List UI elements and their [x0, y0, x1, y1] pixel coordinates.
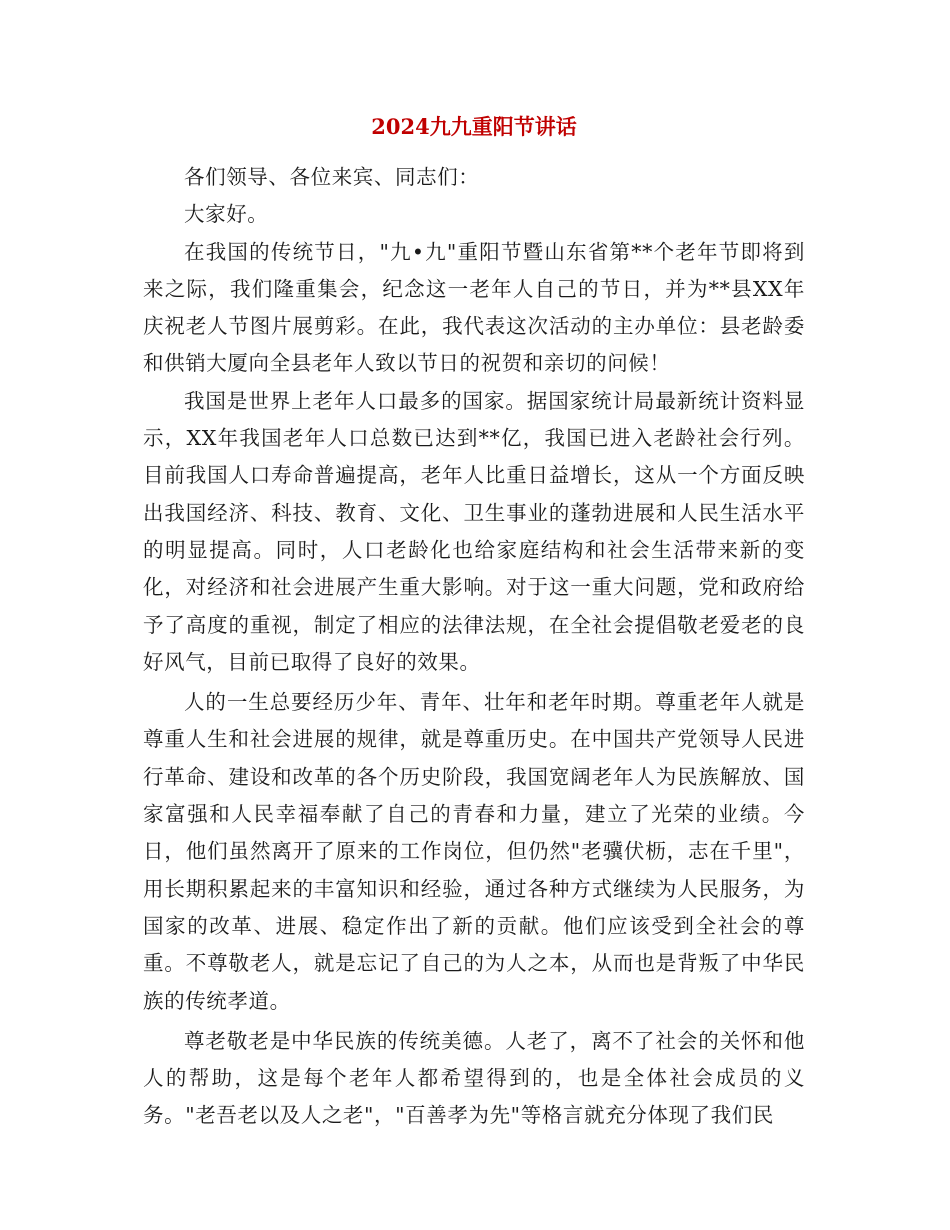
paragraph: 我国是世界上老年人口最多的国家。据国家统计局最新统计资料显示，XX年我国老年人口总数已达到**亿，我国已进入老龄社会行列。目前我国人口寿命普遍提高，老年人比重日益增长，这从一个方面反映出我国经济、科技、教育、文化、卫生事业的蓬勃进展和人民生活水平的明显提高。同时，人口老龄化也给家庭结构和社会生活带来新的变化，对经济和社会进展产生重大影响。对于这一重大问题，党和政府给予了高度的重视，制定了相应的法律法规，在全社会提倡敬老爱老的良好风气，目前已取得了良好的效果。 [143, 388, 805, 674]
greeting: 大家好。 [184, 202, 269, 227]
document-page [143, 110, 805, 1135]
paragraph: 在我国的传统节日，"九•九"重阳节暨山东省第**个老年节即将到来之际，我们隆重集会，纪念这一老年人自己的节日，并为**县XX年庆祝老人节图片展剪彩。在此，我代表这次活动的主办单位：县老龄委和供销大厦向全县老年人致以节日的祝贺和亲切的问候！ [143, 239, 805, 376]
paragraph: 尊老敬老是中华民族的传统美德。人老了，离不了社会的关怀和他人的帮助，这是每个老年人都希望得到的，也是全体社会成员的义务。"老吾老以及人之老"，"百善孝为先"等格言就充分体现了我们民 [143, 1028, 805, 1128]
document-body [143, 159, 805, 1135]
salutation: 各们领导、各位来宾、同志们： [184, 165, 480, 189]
paragraph: 人的一生总要经历少年、青年、壮年和老年时期。尊重老年人就是尊重人生和社会进展的规律，就是尊重历史。在中国共产党领导人民进行革命、建设和改革的各个历史阶段，我国宽阔老年人为民族解放、国家富强和人民幸福奉献了自己的青春和力量，建立了光荣的业绩。今日，他们虽然离开了原来的工作岗位，但仍然"老骥伏枥，志在千里"，用长期积累起来的丰富知识和经验，通过各种方式继续为人民服务，为国家的改革、进展、稳定作出了新的贡献。他们应该受到全社会的尊重。不尊敬老人，就是忘记了自己的为人之本，从而也是背叛了中华民族的传统孝道。 [143, 690, 805, 1013]
document-title: 2024九九重阳节讲话 [371, 114, 577, 139]
